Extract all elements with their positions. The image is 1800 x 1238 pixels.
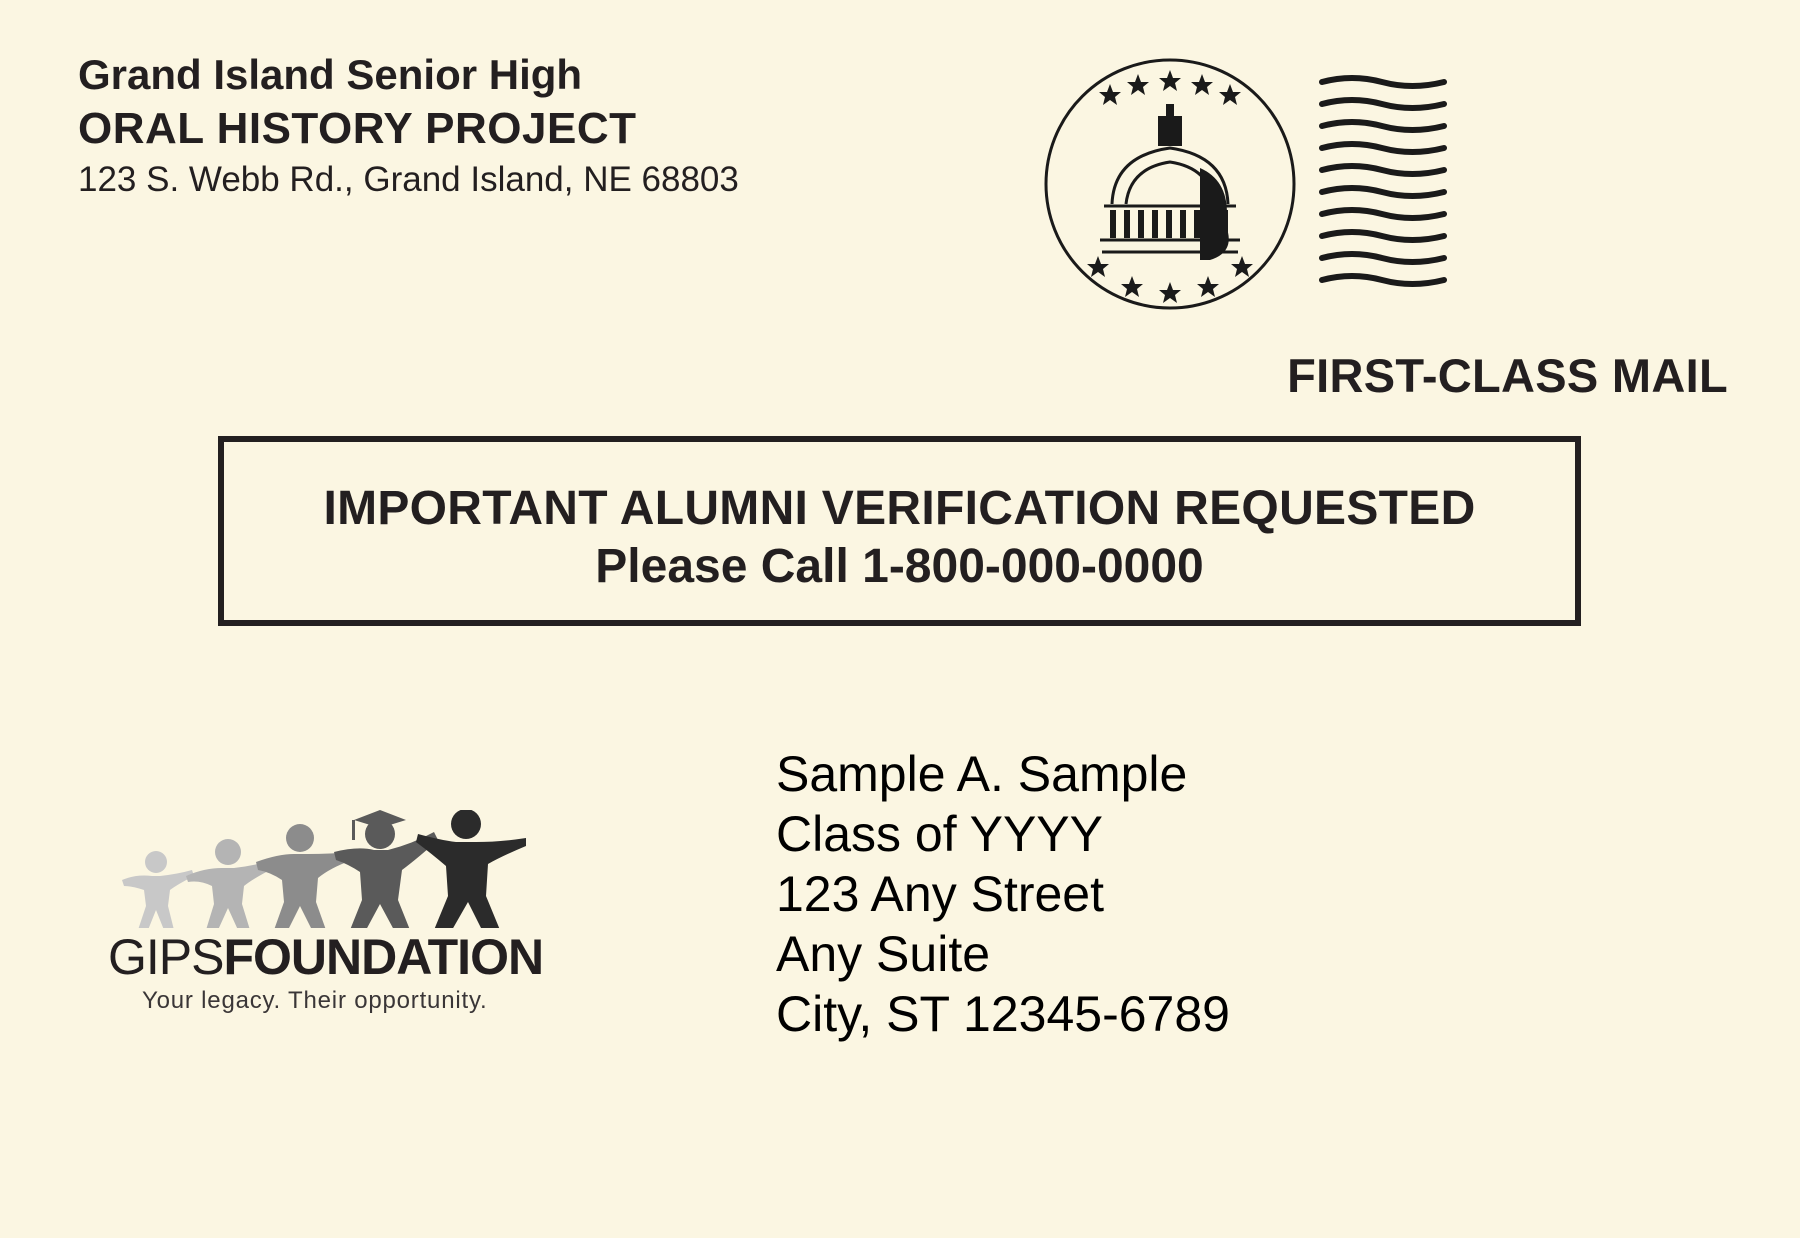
logo-wordmark xyxy=(108,928,548,986)
recipient-suite: Any Suite xyxy=(776,926,991,982)
logo-tagline: Your legacy. Their opportunity. xyxy=(142,987,488,1014)
return-address xyxy=(78,48,739,202)
logo-name-foundation: FOUNDATION xyxy=(223,929,544,985)
school-name: Grand Island Senior High xyxy=(78,51,583,98)
notice-box xyxy=(218,436,1581,626)
recipient-name: Sample A. Sample xyxy=(776,746,1188,802)
recipient-city-state-zip: City, ST 12345-6789 xyxy=(776,986,1230,1042)
postmark-icon xyxy=(1040,56,1310,316)
recipient-class-year: Class of YYYY xyxy=(776,806,1104,862)
sender-address: 123 S. Webb Rd., Grand Island, NE 68803 xyxy=(78,160,739,199)
project-name: ORAL HISTORY PROJECT xyxy=(78,104,637,153)
gips-foundation-logo xyxy=(108,810,548,1020)
cancellation-lines-icon xyxy=(1318,74,1448,294)
logo-name-gips: GIPS xyxy=(108,929,224,985)
people-holding-hands-icon xyxy=(122,810,542,928)
postage-class-label: FIRST-CLASS MAIL xyxy=(1287,349,1728,402)
notice-call-line: Please Call 1-800-000-0000 xyxy=(595,540,1204,593)
recipient-street: 123 Any Street xyxy=(776,866,1105,922)
notice-headline: IMPORTANT ALUMNI VERIFICATION REQUESTED xyxy=(323,482,1476,535)
recipient-address xyxy=(776,744,1230,1044)
